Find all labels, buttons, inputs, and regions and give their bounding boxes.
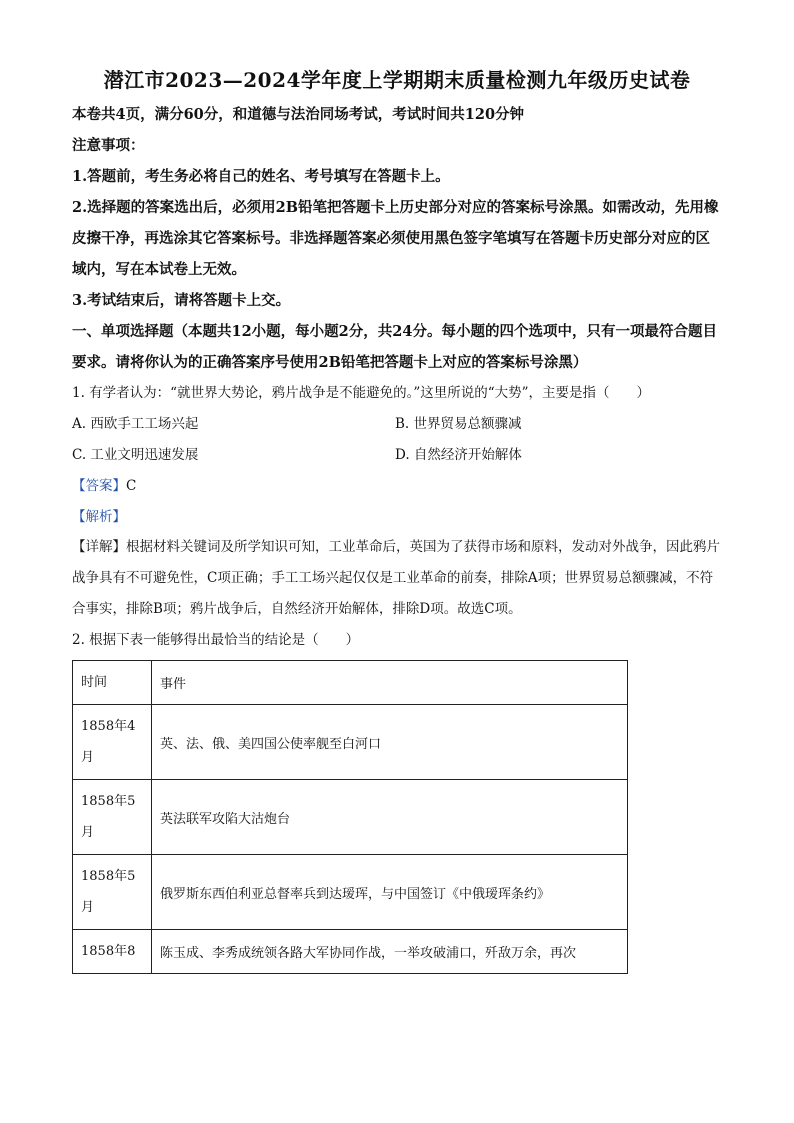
table-row — [73, 930, 628, 974]
header-time: 时间 — [73, 661, 152, 705]
time-cell: 1858年4月 — [73, 705, 152, 780]
event-cell: 陈玉成、李秀成统领各路大军协同作战，一举攻破浦口，歼敌万余，再次 — [152, 930, 628, 974]
time-cell: 1858年5月 — [73, 855, 152, 930]
exam-intro: 本卷共4页，满分60分，和道德与法治同场考试，考试时间共120分钟 — [72, 106, 525, 123]
notes-heading: 注意事项： — [72, 137, 145, 154]
answer-line — [72, 471, 722, 502]
note-item: 3.考试结束后，请将答题卡上交。 — [72, 292, 291, 309]
events-table — [72, 660, 628, 974]
detail-text: 根据材料关键词及所学知识可知，工业革命后，英国为了获得市场和原料，发动对外战争，因此鸦片战争具有不可避免性，C项正确；手工工场兴起仅仅是工业革命的前奏，排除A项；世界贸易总额骤减，不符合事实，排除B项；鸦片战争后，自然经济开始解体，排除D项。故选C项。 — [72, 539, 720, 617]
analysis-label: 【解析】 — [72, 509, 126, 525]
time-cell: 1858年8 — [73, 930, 152, 974]
time-cell: 1858年5月 — [73, 780, 152, 855]
table-row — [73, 780, 628, 855]
answer-value: C — [126, 478, 137, 494]
answer-label: 【答案】 — [72, 478, 126, 494]
detail-label: 【详解】 — [72, 539, 126, 555]
note-item: 2.选择题的答案选出后，必须用2B铅笔把答题卡上历史部分对应的答案标号涂黑。如需改动，先用橡皮擦干净，再选涂其它答案标号。非选择题答案必须使用黑色签字笔填写在答题卡历史部分对应的区域内，写在本试卷上无效。 — [72, 199, 719, 278]
event-cell: 英法联军攻陷大沽炮台 — [152, 780, 628, 855]
table-header-row — [73, 661, 628, 705]
exam-page — [72, 60, 722, 974]
option-d: D. 自然经济开始解体 — [395, 447, 522, 463]
detail-paragraph — [72, 532, 722, 625]
section-heading: 一、单项选择题（本题共12小题，每小题2分，共24分。每小题的四个选项中，只有一项最符合题目要求。请将你认为的正确答案序号使用2B铅笔把答题卡上对应的答案标号涂黑） — [72, 323, 717, 371]
option-b: B. 世界贸易总额骤减 — [395, 416, 522, 432]
table-row — [73, 705, 628, 780]
event-cell: 英、法、俄、美四国公使率舰至白河口 — [152, 705, 628, 780]
table-row — [73, 855, 628, 930]
page-title: 潜江市2023—2024学年度上学期期末质量检测九年级历史试卷 — [103, 68, 691, 92]
option-c: C. 工业文明迅速发展 — [72, 447, 199, 463]
question-stem: 1. 有学者认为：“就世界大势论，鸦片战争是不能避免的。”这里所说的“大势”，主要是指（ ） — [72, 385, 651, 401]
header-event: 事件 — [152, 661, 628, 705]
note-item: 1.答题前，考生务必将自己的姓名、考号填写在答题卡上。 — [72, 168, 450, 185]
event-cell: 俄罗斯东西伯利亚总督率兵到达瑷珲，与中国签订《中俄瑷珲条约》 — [152, 855, 628, 930]
options-grid — [72, 409, 722, 471]
option-a: A. 西欧手工工场兴起 — [72, 416, 199, 432]
question-stem: 2. 根据下表一能够得出最恰当的结论是（ ） — [72, 632, 360, 648]
